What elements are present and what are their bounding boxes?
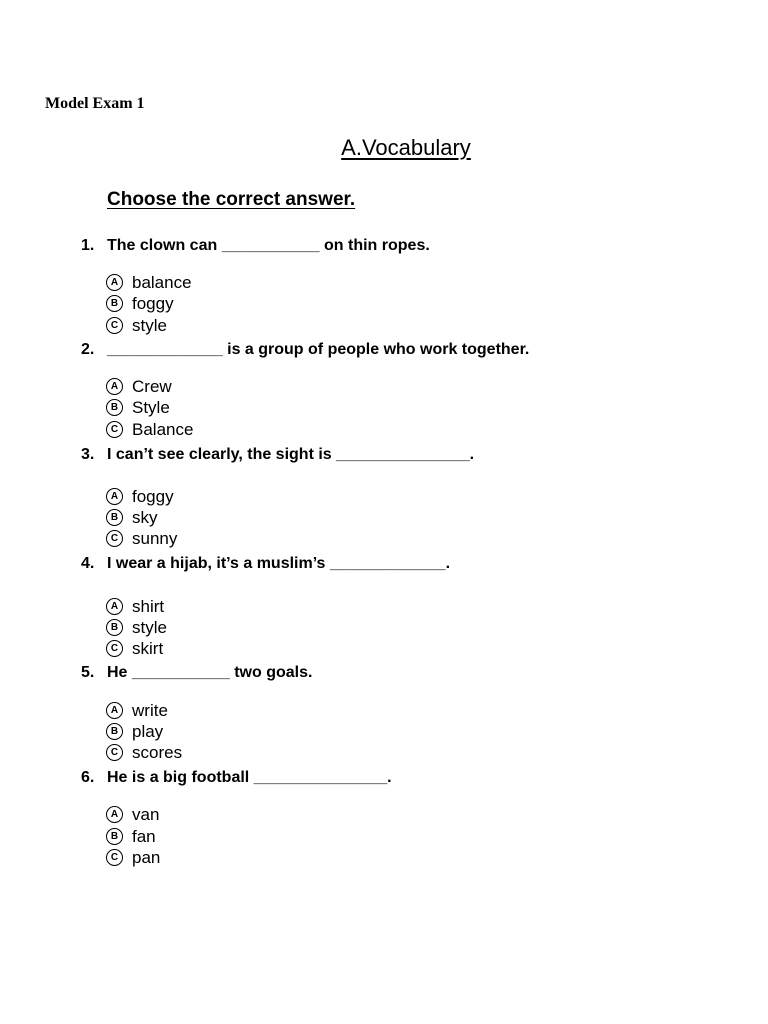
option-b xyxy=(106,293,174,314)
circled-c-icon: C xyxy=(106,640,123,657)
circled-a-icon: A xyxy=(106,806,123,823)
instructions: Choose the correct answer. xyxy=(107,189,356,210)
option-b xyxy=(106,507,158,528)
circled-b-icon: B xyxy=(106,828,123,845)
circled-c-icon: C xyxy=(106,421,123,438)
option-text: play xyxy=(132,722,164,741)
option-a xyxy=(106,486,174,507)
circled-c-icon: C xyxy=(106,530,123,547)
option-text: fan xyxy=(132,827,156,846)
circled-b-icon: B xyxy=(106,619,123,636)
option-a xyxy=(106,700,168,721)
question-5 xyxy=(0,662,768,762)
option-text: skirt xyxy=(132,639,164,658)
circled-a-icon: A xyxy=(106,598,123,615)
option-text: Style xyxy=(132,398,170,417)
question-stem: I can’t see clearly, the sight is _______________. xyxy=(107,446,475,463)
option-text: shirt xyxy=(132,597,165,616)
exam-title: Model Exam 1 xyxy=(45,95,145,112)
question-number: 5. xyxy=(81,664,95,681)
circled-c-icon: C xyxy=(106,317,123,334)
option-text: balance xyxy=(132,273,192,292)
circled-a-icon: A xyxy=(106,274,123,291)
question-number: 1. xyxy=(81,237,95,254)
question-number: 6. xyxy=(81,769,95,786)
option-text: Crew xyxy=(132,377,172,396)
option-text: foggy xyxy=(132,487,174,506)
option-text: foggy xyxy=(132,294,174,313)
question-2 xyxy=(0,339,768,439)
option-c xyxy=(106,638,163,659)
circled-a-icon: A xyxy=(106,702,123,719)
circled-b-icon: B xyxy=(106,723,123,740)
option-b xyxy=(106,617,167,638)
question-number: 2. xyxy=(81,341,95,358)
option-a xyxy=(106,596,164,617)
question-number: 3. xyxy=(81,446,95,463)
question-1 xyxy=(0,235,768,335)
option-text: scores xyxy=(132,743,183,762)
circled-c-icon: C xyxy=(106,744,123,761)
option-text: write xyxy=(132,701,168,720)
option-text: sky xyxy=(132,508,158,527)
option-a xyxy=(106,272,192,293)
question-3 xyxy=(0,444,768,548)
option-c xyxy=(106,847,160,868)
option-a xyxy=(106,376,172,397)
question-stem: I wear a hijab, it’s a muslim’s _____________. xyxy=(107,555,451,572)
option-text: style xyxy=(132,316,167,335)
option-b xyxy=(106,826,156,847)
option-text: Balance xyxy=(132,420,194,439)
circled-b-icon: B xyxy=(106,295,123,312)
option-a xyxy=(106,804,159,825)
option-text: pan xyxy=(132,848,161,867)
option-c xyxy=(106,528,177,549)
question-6 xyxy=(0,767,768,867)
circled-b-icon: B xyxy=(106,509,123,526)
option-b xyxy=(106,397,170,418)
circled-b-icon: B xyxy=(106,399,123,416)
question-number: 4. xyxy=(81,555,95,572)
section-title: A.Vocabulary xyxy=(341,135,471,160)
option-text: van xyxy=(132,805,160,824)
option-b xyxy=(106,721,163,742)
option-text: style xyxy=(132,618,167,637)
question-stem: He ___________ two goals. xyxy=(107,664,313,681)
question-4 xyxy=(0,553,768,658)
option-c xyxy=(106,419,193,440)
question-stem: He is a big football _______________. xyxy=(107,769,392,786)
circled-a-icon: A xyxy=(106,488,123,505)
option-text: sunny xyxy=(132,529,178,548)
question-stem: The clown can ___________ on thin ropes. xyxy=(107,237,430,254)
option-c xyxy=(106,315,167,336)
circled-c-icon: C xyxy=(106,849,123,866)
question-stem: _____________ is a group of people who work together. xyxy=(107,341,530,358)
option-c xyxy=(106,742,182,763)
circled-a-icon: A xyxy=(106,378,123,395)
